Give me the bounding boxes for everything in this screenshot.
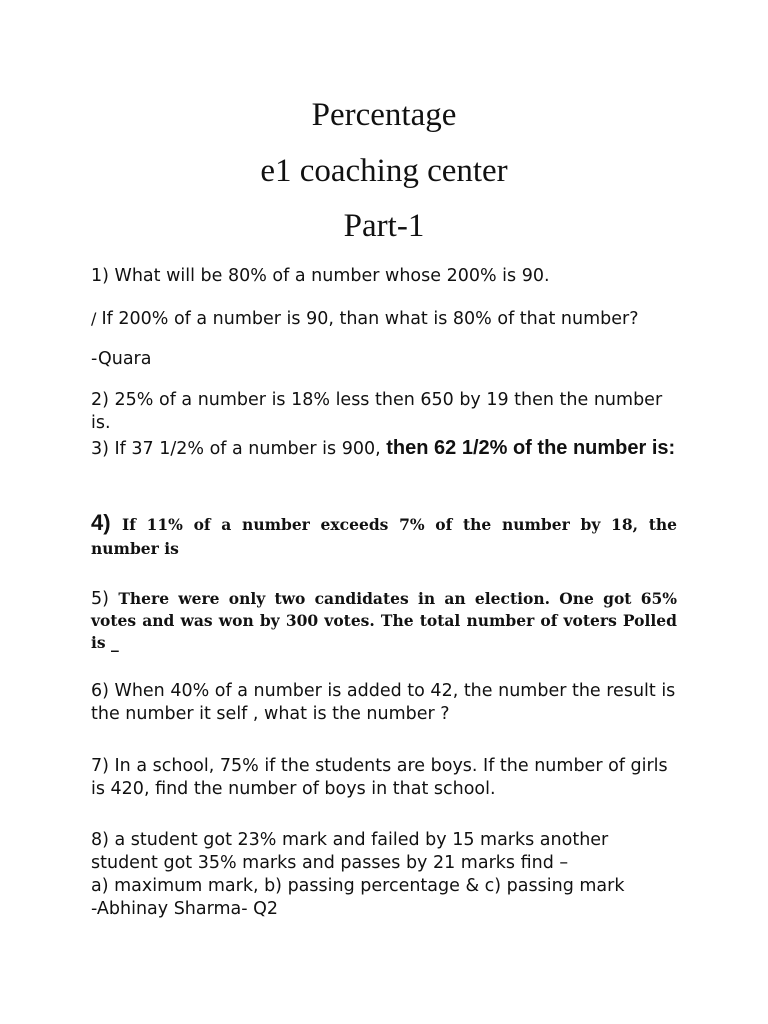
question-1-alternate bbox=[91, 307, 677, 331]
page-part-label: Part-1 bbox=[343, 208, 425, 244]
page-title: Percentage bbox=[311, 97, 457, 133]
page-subtitle: e1 coaching center bbox=[260, 153, 508, 189]
question-3 bbox=[91, 434, 677, 463]
slash-mark: / bbox=[91, 309, 102, 328]
question-5-text: There were only two candidates in an election. One got 65% votes and was won by 300 votes. The total number of voters Polled is _ bbox=[91, 589, 677, 652]
question-3-prefix: 3) If 37 1/2% of a number is 900, bbox=[91, 439, 387, 459]
question-4-text: If 11% of a number exceeds 7% of the number by 18, the number is bbox=[91, 515, 677, 558]
question-6: 6) When 40% of a number is added to 42, the number the result is the number it self , what is the number ? bbox=[91, 681, 676, 724]
question-1-alternate-text: If 200% of a number is 90, than what is 80% of that number? bbox=[101, 309, 639, 329]
question-8-source: -Abhinay Sharma- Q2 bbox=[91, 899, 279, 919]
question-2: 2) 25% of a number is 18% less then 650 by 19 then the number is. bbox=[91, 390, 663, 433]
question-8-text: 8) a student got 23% mark and failed by 15 marks another student got 35% marks and passes by 21 marks find – bbox=[91, 830, 609, 873]
question-4 bbox=[91, 511, 677, 561]
question-1-source: -Quara bbox=[91, 349, 152, 369]
question-5-number: 5) bbox=[91, 589, 119, 609]
question-1: 1) What will be 80% of a number whose 200% is 90. bbox=[91, 266, 550, 286]
question-3-bold: then 62 1/2% of the number is: bbox=[386, 437, 676, 459]
question-7: 7) In a school, 75% if the students are boys. If the number of girls is 420, find the number of boys in that school. bbox=[91, 756, 668, 799]
question-5 bbox=[91, 588, 677, 654]
question-8 bbox=[91, 829, 677, 921]
question-4-number: 4) bbox=[91, 510, 122, 535]
question-8-parts: a) maximum mark, b) passing percentage & c) passing mark bbox=[91, 876, 625, 896]
